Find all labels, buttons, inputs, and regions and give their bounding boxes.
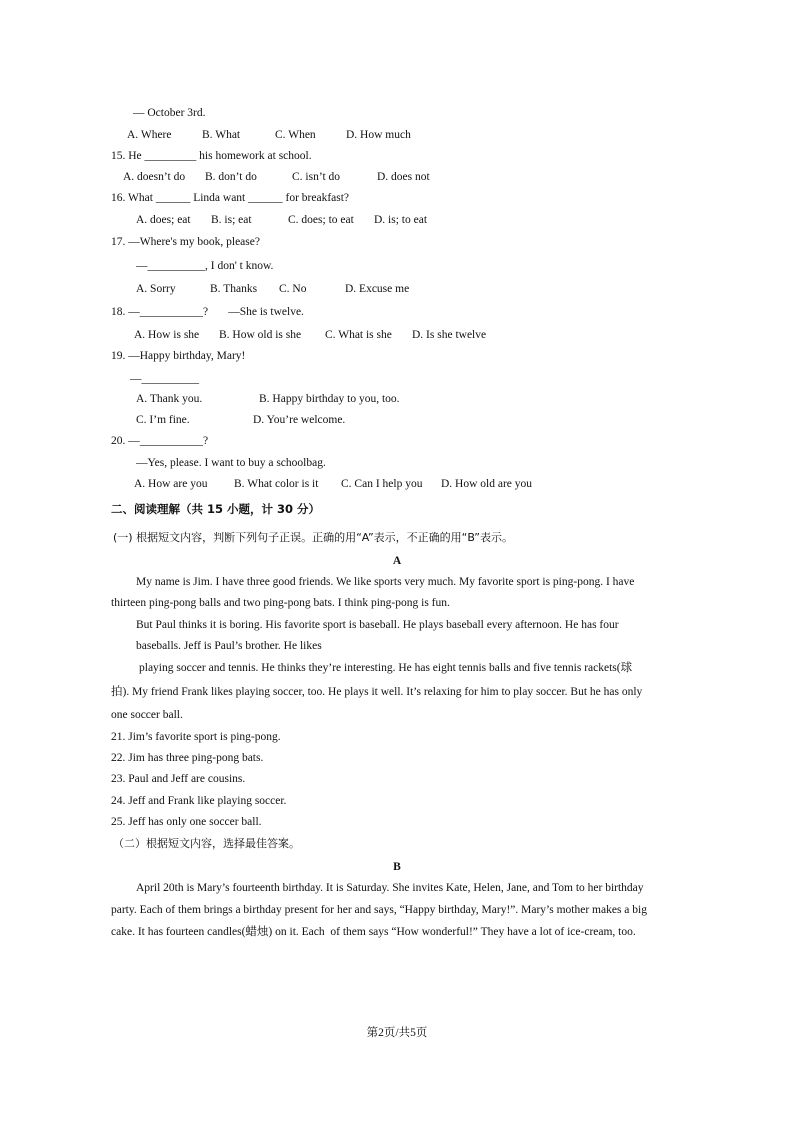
q15-stem: 15. He _________ his homework at school. — [111, 150, 312, 162]
passage-line: But Paul thinks it is boring. His favorite sport is baseball. He plays baseball every afternoon. He has four — [136, 619, 619, 631]
option-c: C. Can I help you — [341, 478, 423, 490]
option-c: C. What is she — [325, 329, 392, 341]
option-a: A. Thank you. — [136, 393, 203, 405]
passage-line: April 20th is Mary’s fourteenth birthday. It is Saturday. She invites Kate, Helen, Jane, and Tom to her birthday — [136, 882, 644, 894]
option-d: D. Excuse me — [345, 283, 410, 295]
option-c: C. does; to eat — [288, 214, 354, 226]
option-b: B. Thanks — [210, 283, 258, 295]
statement-item: 23. Paul and Jeff are cousins. — [111, 773, 246, 785]
option-a: A. does; eat — [136, 214, 191, 226]
option-a: A. doesn’t do — [123, 171, 186, 183]
option-b: B. Happy birthday to you, too. — [259, 393, 400, 405]
passage-line: cake. It has fourteen candles(蜡烛) on it. Each of them says “How wonderful!” They have a lot of ice-cream, too. — [111, 926, 636, 938]
q14-answer-line: — October 3rd. — [133, 107, 206, 119]
page-number: 第2页/共5页 — [366, 1027, 428, 1039]
option-b: B. What — [202, 129, 241, 141]
option-d: D. You’re welcome. — [253, 414, 346, 426]
q19-stem: 19. —Happy birthday, Mary! — [111, 350, 246, 362]
option-c: C. isn’t do — [292, 171, 341, 183]
option-d: D. How old are you — [441, 478, 533, 490]
section-heading: 二、阅读理解（共 15 小题，计 30 分） — [111, 502, 321, 516]
option-c: C. No — [279, 283, 307, 295]
option-d: D. Is she twelve — [412, 329, 487, 341]
option-d: D. How much — [346, 129, 411, 141]
option-c: C. I’m fine. — [136, 414, 190, 426]
passage-line: thirteen ping-pong balls and two ping-pong bats. I think ping-pong is fun. — [111, 597, 450, 609]
option-a: A. How are you — [134, 478, 208, 490]
passage-b-title: B — [393, 861, 401, 873]
q20-stem: 20. —___________? — [111, 435, 209, 447]
part2-instruction: （二）根据短文内容，选择最佳答案。 — [113, 837, 300, 850]
q17-response: —__________, I don' t know. — [136, 260, 274, 272]
statement-item: 24. Jeff and Frank like playing soccer. — [111, 795, 287, 807]
q19-response: —__________ — [130, 373, 199, 385]
q17-stem: 17. —Where's my book, please? — [111, 236, 260, 248]
option-a: A. Sorry — [136, 283, 176, 295]
q16-stem: 16. What ______ Linda want ______ for breakfast? — [111, 192, 350, 204]
statement-item: 21. Jim’s favorite sport is ping-pong. — [111, 731, 281, 743]
q18-stem: 18. —___________? —She is twelve. — [111, 306, 304, 318]
option-b: B. What color is it — [234, 478, 319, 490]
passage-line: one soccer ball. — [111, 709, 183, 721]
option-c: C. When — [275, 129, 316, 141]
q20-response: —Yes, please. I want to buy a schoolbag. — [136, 457, 326, 469]
passage-line: party. Each of them brings a birthday present for her and says, “Happy birthday, Mary!”. Mary’s mother makes a big — [111, 904, 647, 916]
option-d: D. does not — [377, 171, 430, 183]
part1-instruction: (一) 根据短文内容，判断下列句子正误。正确的用“A”表示，不正确的用“B”表示。 — [113, 531, 513, 544]
option-b: B. How old is she — [219, 329, 302, 341]
option-a: A. How is she — [134, 329, 200, 341]
passage-line: 拍). My friend Frank likes playing soccer, too. He plays it well. It’s relaxing for him to play soccer. But he has only — [111, 686, 643, 698]
statement-item: 25. Jeff has only one soccer ball. — [111, 816, 262, 828]
option-a: A. Where — [127, 129, 172, 141]
option-b: B. don’t do — [205, 171, 257, 183]
passage-line: playing soccer and tennis. He thinks they’re interesting. He has eight tennis balls and five tennis rackets(球 — [139, 662, 633, 674]
statement-item: 22. Jim has three ping-pong bats. — [111, 752, 264, 764]
option-b: B. is; eat — [211, 214, 252, 226]
option-d: D. is; to eat — [374, 214, 428, 226]
passage-a-title: A — [392, 555, 402, 567]
passage-line: baseballs. Jeff is Paul’s brother. He likes — [136, 640, 322, 652]
passage-line: My name is Jim. I have three good friends. We like sports very much. My favorite sport is ping-pong. I have — [136, 576, 635, 588]
